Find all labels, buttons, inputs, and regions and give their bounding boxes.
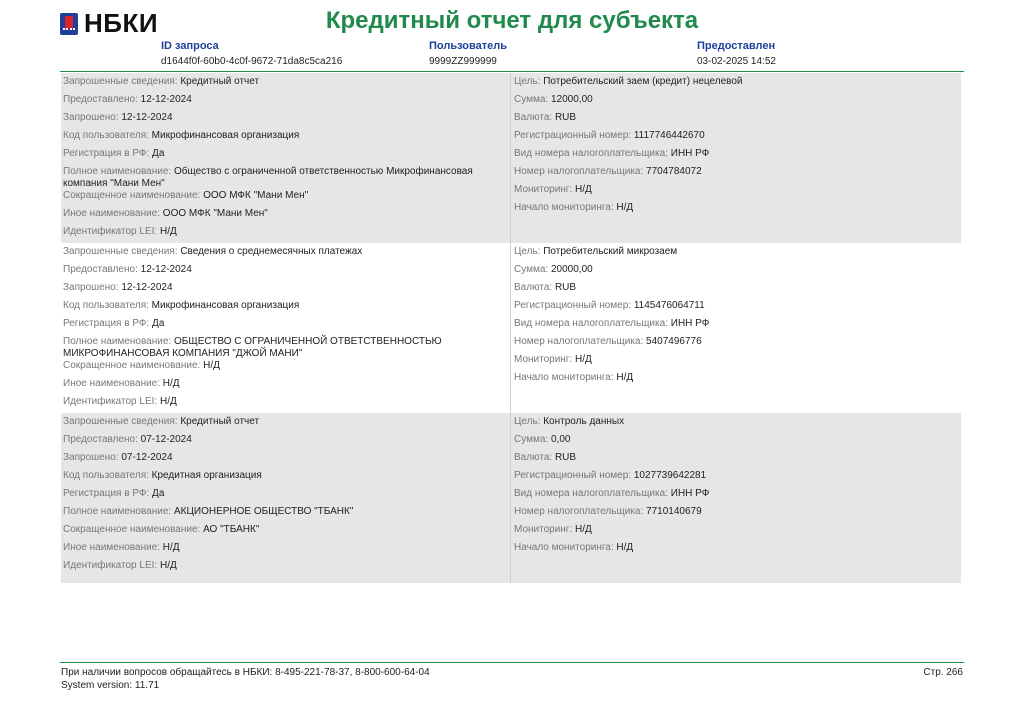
footer-divider (60, 662, 964, 663)
provided-label: Предоставлен (697, 40, 776, 52)
record-block (61, 243, 963, 413)
requested-info-row: Запрошенные сведения: Кредитный отчет (63, 416, 260, 427)
requested-row: Запрошено: 07-12-2024 (63, 452, 173, 463)
taxpayer-number-row: Номер налогоплательщика: 5407496776 (514, 336, 702, 347)
system-version: System version: 11.71 (61, 680, 160, 691)
other-name-row: Иное наименование: ООО МФК "Мани Мен" (63, 208, 268, 219)
purpose-row: Цель: Контроль данных (514, 416, 625, 427)
full-name-row: Полное наименование: Общество с ограниченной ответственностью Микрофинансовая компания "Мани Мен" (63, 166, 473, 189)
record-right-column (511, 73, 961, 243)
provided-block (697, 40, 776, 67)
record-left-column (61, 73, 511, 243)
provided-row: Предоставлено: 12-12-2024 (63, 264, 192, 275)
taxpayer-number-row: Номер налогоплательщика: 7704784072 (514, 166, 702, 177)
footer-contact: При наличии вопросов обращайтесь в НБКИ: 8-495-221-78-37, 8-800-600-64-04 (61, 667, 430, 678)
user-code-row: Код пользователя: Микрофинансовая организация (63, 130, 300, 141)
amount-row: Сумма: 20000,00 (514, 264, 593, 275)
registration-row: Регистрация в РФ: Да (63, 148, 165, 159)
requested-row: Запрошено: 12-12-2024 (63, 112, 173, 123)
user-code-row: Код пользователя: Микрофинансовая организация (63, 300, 300, 311)
logo-text: НБКИ (84, 8, 159, 38)
short-name-row: Сокращенное наименование: АО "ТБАНК" (63, 524, 260, 535)
amount-row: Сумма: 12000,00 (514, 94, 593, 105)
monitoring-start-row: Начало мониторинга: Н/Д (514, 542, 634, 553)
full-name-row: Полное наименование: АКЦИОНЕРНОЕ ОБЩЕСТВО "ТБАНК" (63, 506, 354, 517)
monitoring-row: Мониторинг: Н/Д (514, 354, 592, 365)
currency-row: Валюта: RUB (514, 452, 577, 463)
registration-row: Регистрация в РФ: Да (63, 318, 165, 329)
request-id-value: d1644f0f-60b0-4c0f-9672-71da8c5ca216 (161, 56, 343, 67)
reg-number-row: Регистрационный номер: 1117746442670 (514, 130, 705, 141)
currency-row: Валюта: RUB (514, 112, 577, 123)
reg-number-row: Регистрационный номер: 1027739642281 (514, 470, 707, 481)
record-left-column (61, 243, 511, 413)
taxpayer-type-row: Вид номера налогоплательщика: ИНН РФ (514, 148, 710, 159)
requested-row: Запрошено: 12-12-2024 (63, 282, 173, 293)
monitoring-start-row: Начало мониторинга: Н/Д (514, 372, 634, 383)
purpose-row: Цель: Потребительский заем (кредит) нецелевой (514, 76, 743, 87)
user-code-row: Код пользователя: Кредитная организация (63, 470, 262, 481)
report-records (61, 73, 963, 583)
lei-row: Идентификатор LEI: Н/Д (63, 396, 177, 407)
user-block (429, 40, 507, 67)
monitoring-row: Мониторинг: Н/Д (514, 184, 592, 195)
taxpayer-type-row: Вид номера налогоплательщика: ИНН РФ (514, 318, 710, 329)
other-name-row: Иное наименование: Н/Д (63, 542, 180, 553)
taxpayer-number-row: Номер налогоплательщика: 7710140679 (514, 506, 702, 517)
short-name-row: Сокращенное наименование: ООО МФК "Мани Мен" (63, 190, 309, 201)
provided-row: Предоставлено: 12-12-2024 (63, 94, 192, 105)
requested-info-row: Запрошенные сведения: Сведения о среднемесячных платежах (63, 246, 363, 257)
monitoring-start-row: Начало мониторинга: Н/Д (514, 202, 634, 213)
lei-row: Идентификатор LEI: Н/Д (63, 560, 177, 571)
user-value: 9999ZZ999999 (429, 56, 497, 67)
lei-row: Идентификатор LEI: Н/Д (63, 226, 177, 237)
currency-row: Валюта: RUB (514, 282, 577, 293)
taxpayer-type-row: Вид номера налогоплательщика: ИНН РФ (514, 488, 710, 499)
registration-row: Регистрация в РФ: Да (63, 488, 165, 499)
requested-info-row: Запрошенные сведения: Кредитный отчет (63, 76, 260, 87)
page-title: Кредитный отчет для субъекта (325, 7, 699, 34)
page-number: Стр. 266 (923, 667, 963, 678)
header-divider (60, 71, 964, 72)
reg-number-row: Регистрационный номер: 1145476064711 (514, 300, 705, 311)
other-name-row: Иное наименование: Н/Д (63, 378, 180, 389)
record-right-column (511, 413, 961, 583)
request-id-block (161, 40, 342, 67)
record-block (61, 413, 963, 583)
provided-row: Предоставлено: 07-12-2024 (63, 434, 192, 445)
full-name-row: Полное наименование: ОБЩЕСТВО С ОГРАНИЧЕННОЙ ОТВЕТСТВЕННОСТЬЮ МИКРОФИНАНСОВАЯ КОМПАНИЯ "ДЖОЙ МАНИ" (63, 336, 442, 359)
purpose-row: Цель: Потребительский микрозаем (514, 246, 678, 257)
user-label: Пользователь (429, 40, 508, 52)
record-block (61, 73, 963, 243)
short-name-row: Сокращенное наименование: Н/Д (63, 360, 220, 371)
provided-value: 03-02-2025 14:52 (697, 56, 776, 67)
record-right-column (511, 243, 961, 413)
request-id-label: ID запроса (161, 40, 219, 52)
record-left-column (61, 413, 511, 583)
amount-row: Сумма: 0,00 (514, 434, 571, 445)
monitoring-row: Мониторинг: Н/Д (514, 524, 592, 535)
